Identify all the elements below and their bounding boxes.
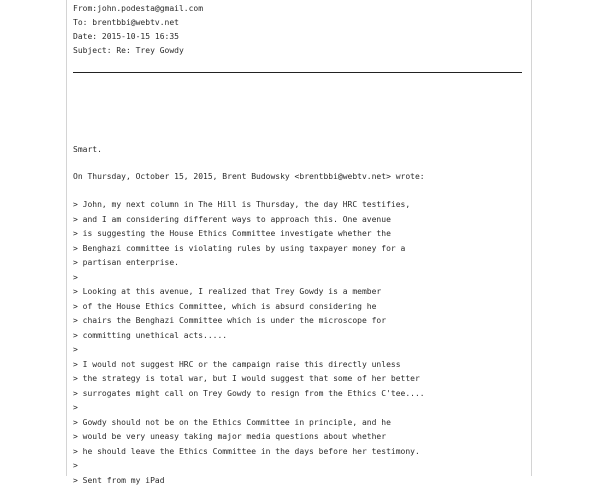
header-subject: Subject: Re: Trey Gowdy bbox=[73, 46, 184, 55]
quoted-line: > bbox=[73, 403, 78, 412]
quoted-line: > of the House Ethics Committee, which is absurd considering he bbox=[73, 301, 377, 311]
quoted-line: > partisan enterprise. bbox=[73, 258, 179, 267]
quoted-line: > and I am considering different ways to approach this. One avenue bbox=[73, 214, 391, 224]
quoted-line: > Benghazi committee is violating rules by using taxpayer money for a bbox=[73, 243, 406, 253]
quoted-line: > I would not suggest HRC or the campaign raise this directly unless bbox=[73, 359, 401, 369]
quoted-line: > is suggesting the House Ethics Committee investigate whether the bbox=[73, 229, 391, 238]
header-from: From:john.podesta@gmail.com bbox=[73, 4, 204, 13]
quoted-line: > bbox=[73, 345, 78, 354]
quoted-line: > Gowdy should not be on the Ethics Committee in principle, and he bbox=[73, 417, 391, 427]
header-to: To: brentbbi@webtv.net bbox=[73, 18, 179, 27]
quoted-line: > committing unethical acts..... bbox=[73, 330, 228, 340]
header-date: Date: 2015-10-15 16:35 bbox=[73, 32, 179, 41]
attribution-line: On Thursday, October 15, 2015, Brent Budowsky <brentbbi@webtv.net> wrote: bbox=[73, 172, 425, 181]
quoted-line: > he should leave the Ethics Committee in the days before her testimony. bbox=[73, 446, 420, 456]
quoted-line: > surrogates might call on Trey Gowdy to resign from the Ethics C'tee.... bbox=[73, 388, 425, 398]
quoted-line: > would be very uneasy taking major media questions about whether bbox=[73, 432, 387, 441]
quoted-line: > John, my next column in The Hill is Thursday, the day HRC testifies, bbox=[73, 200, 411, 209]
quoted-line: > chairs the Benghazi Committee which is under the microscope for bbox=[73, 316, 387, 325]
reply-text: Smart. bbox=[73, 145, 102, 154]
quoted-line: > Sent from my iPad bbox=[73, 475, 165, 485]
quoted-line: > bbox=[73, 461, 78, 470]
quoted-line: > bbox=[73, 272, 78, 282]
quoted-line: > the strategy is total war, but I would suggest that some of her better bbox=[73, 374, 420, 383]
header-divider bbox=[73, 72, 522, 73]
quoted-line: > Looking at this avenue, I realized that Trey Gowdy is a member bbox=[73, 287, 382, 296]
